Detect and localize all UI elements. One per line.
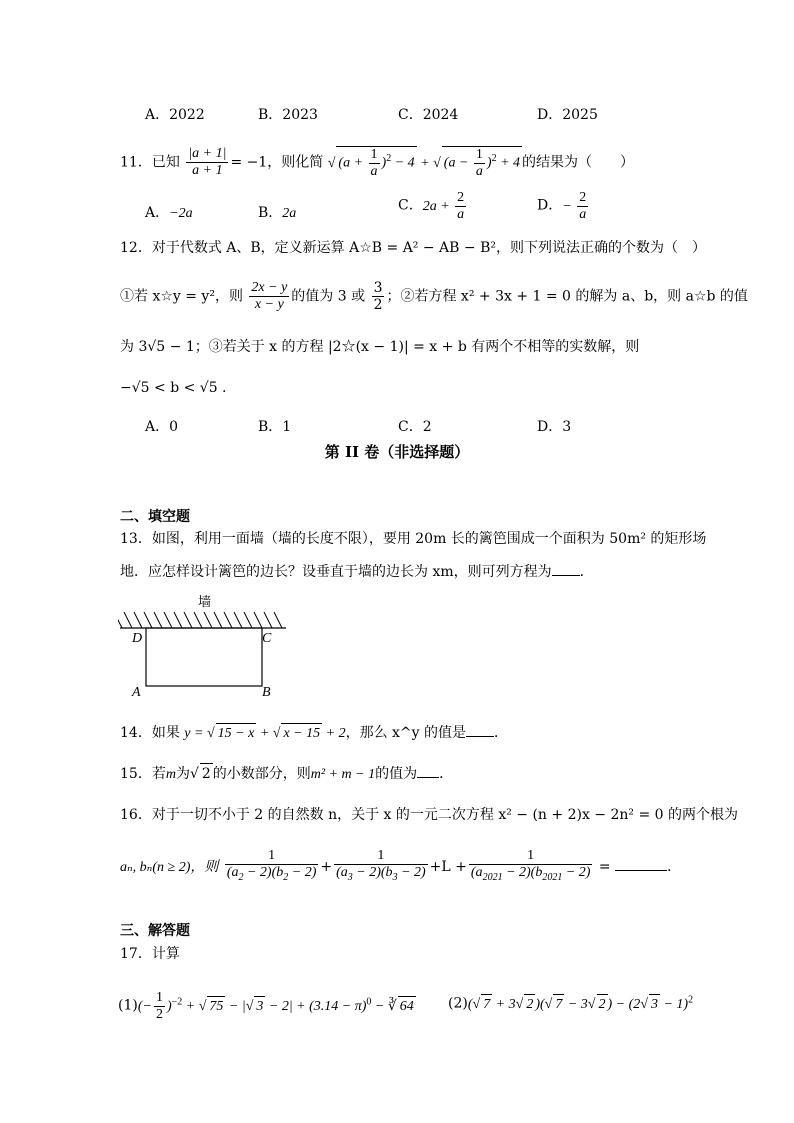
q12-line-3: 为 3√5 − 1；③若关于 x 的方程 |2☆(x − 1)| = x + b 有两个不相等的实数解，则	[120, 339, 640, 355]
point-d-label: D	[132, 631, 143, 646]
q12-option-b: B．1	[258, 419, 292, 435]
q12-option-d: D．3	[537, 419, 572, 435]
q12-fraction-3-2: $\frac{3}{2}$	[373, 280, 383, 313]
q10-option-d: D．2025	[537, 107, 598, 123]
q12-line-2: ①若 x☆y = y²，则 $\frac{2x - y}{x - y}$ 的值为 3 或 $\frac{3}{2}$ ；②若方程 x² + 3x + 1 = 0 的解为 a、b，则 a☆b 的值	[120, 280, 748, 313]
q16-answer-blank	[615, 856, 667, 871]
q11-option-d: D．− $\frac{2}{a}$	[537, 190, 587, 222]
q10-option-a: A．2022	[145, 107, 205, 123]
section-fill-in-blank: 二、填空题	[120, 509, 190, 525]
q13-line-2: 地．应怎样设计篱笆的边长？设垂直于墙的边长为 xm，则可列方程为 ．	[120, 561, 594, 582]
q17-part-1: (1)(− $\frac{1}{2}$ )$^{-2}$ + √ 75 − |√ $3 - 2| + (3.14 - \pi)^0$ − ∛ 64	[118, 990, 414, 1022]
q16-line-2: aₙ, bₙ(n ≥ 2)，则 $\frac{1}{(a_2 - 2)(b_2 - 2)}$ + $\frac{1}{(a_3 - 2)(b_3 - 2)}$ +L + $\frac{1}{(a_{2021} - 2)(b_{2021} - 2)}$ = ．	[120, 848, 682, 883]
point-c-label: C	[262, 631, 272, 646]
question-14: 14．如果 y = √ 15 − x + √ x − 15 + 2，那么 x^y 的值是 ．	[120, 722, 508, 744]
q15-answer-blank	[417, 763, 439, 778]
point-b-label: B	[262, 685, 271, 700]
q11-given-fraction: $\frac{|a + 1|}{a + 1}$	[188, 146, 227, 179]
q17-part-2: (2)(√ 7 + 3√ 2 )(√ 7 − 3√ 2 ) − (2√ 3 − 1)$^2$	[448, 990, 693, 1015]
section-solve: 三、解答题	[120, 923, 190, 939]
q12-fraction: $\frac{2x - y}{x - y}$	[251, 280, 288, 312]
q11-option-c: C．2a + $\frac{2}{a}$	[398, 190, 465, 222]
q17-title: 17．计算	[120, 946, 180, 962]
part-2-title: 第 II 卷（非选择题）	[324, 443, 470, 461]
q11-mid: ，则化简	[267, 154, 324, 171]
q11-pre: 已知	[151, 154, 180, 171]
q12-line-4: −√5 < b < √5 .	[120, 380, 227, 396]
wall-label: 墙	[198, 595, 212, 610]
q10-option-c: C．2024	[398, 107, 459, 123]
q13-line-1: 13．如图，利用一面墙（墙的长度不限），要用 20m 长的篱笆围成一个面积为 50m² 的矩形场	[120, 531, 707, 547]
q12-option-a: A．0	[145, 419, 179, 435]
point-a-label: A	[132, 685, 141, 700]
q11-option-a: A．−2a	[145, 205, 193, 221]
q16-line-1: 16．对于一切不小于 2 的自然数 n，关于 x 的一元二次方程 x² − (n + 2)x − 2n² = 0 的两个根为	[120, 807, 739, 823]
q12-stem: 12．对于代数式 A、B，定义新运算 A☆B = A² − AB − B²，则下列说法正确的个数为（ ）	[120, 240, 706, 256]
q11-number: 11．	[120, 154, 152, 171]
q13-answer-blank	[552, 561, 580, 576]
q10-option-b: B．2023	[258, 107, 318, 123]
q11-option-b: B．2a	[258, 205, 297, 221]
q14-equation: y = √ 15 − x + √ x − 15 + 2	[184, 726, 345, 741]
q11-post: 的结果为（ ）	[522, 154, 635, 171]
question-15: 15．若m为√ 2 的小数部分，则m² + m − 1的值为 ．	[120, 763, 453, 785]
question-11: 11．已知 $\frac{|a + 1|}{a + 1}$ = −1，则化简 √ (a + $\frac{1}{a}$ )$^2$ − 4 + √ (a − $\frac{1}{a}$ )$^2$ + 4 的结果为（ ）	[120, 146, 635, 179]
q14-answer-blank	[466, 722, 494, 737]
q12-option-c: C．2	[398, 419, 432, 435]
q13-wall-figure	[118, 590, 290, 702]
q11-expression: √ (a + $\frac{1}{a}$ )$^2$ − 4 + √ (a − $\frac{1}{a}$ )$^2$ + 4	[327, 147, 521, 179]
